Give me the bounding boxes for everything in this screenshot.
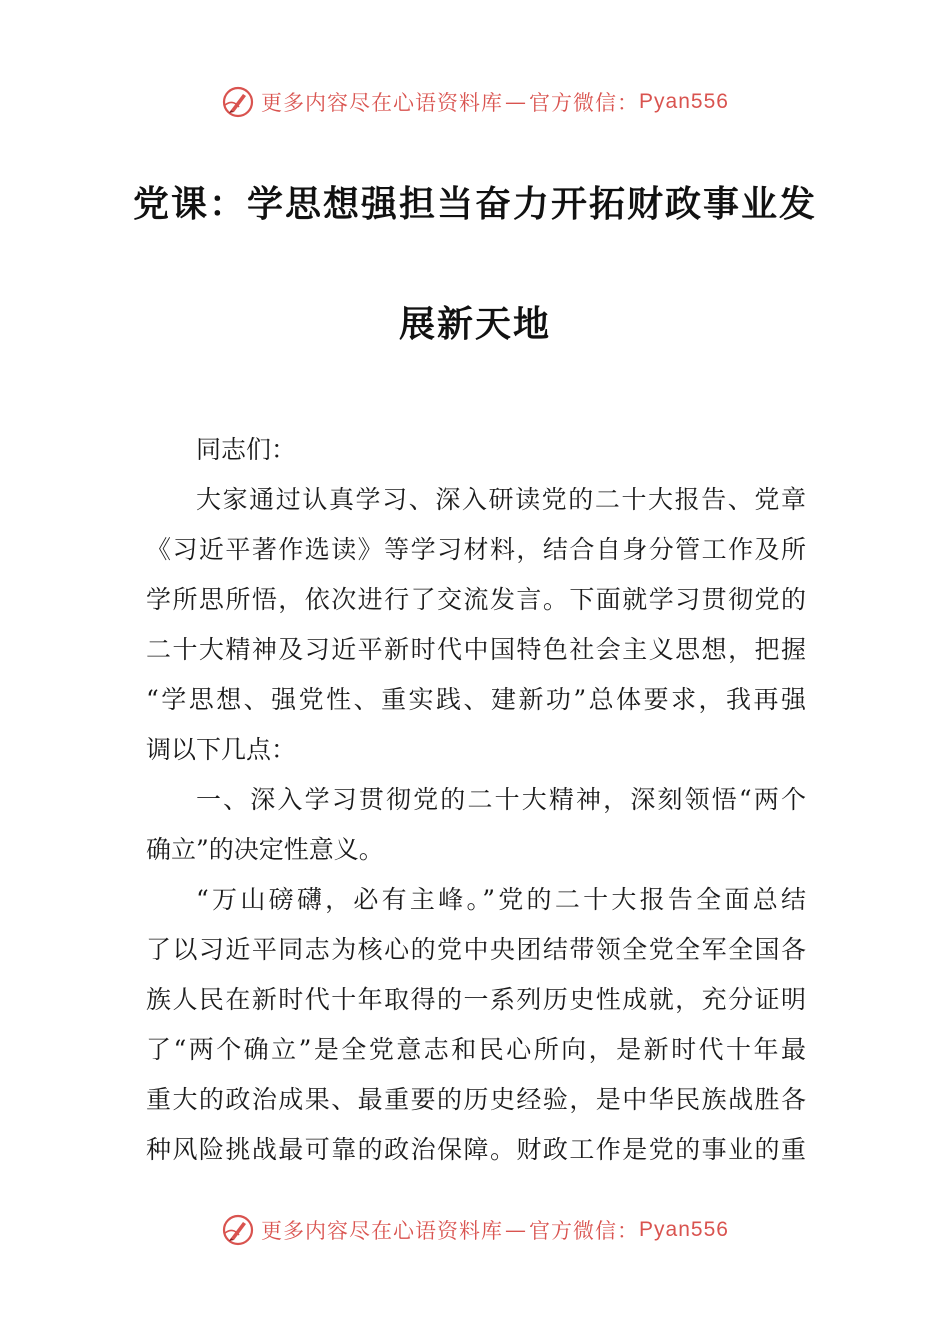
section-heading-line: 确立”的决定性意义。: [146, 835, 384, 864]
paragraph-2-line: 了“两个确立”是全党意志和民心所向，是新时代十年最: [146, 1035, 806, 1064]
watermark-label: 官方微信：: [529, 91, 640, 115]
watermark-dash: —: [505, 90, 528, 114]
pen-logo-icon: [221, 1213, 255, 1247]
paragraph-2-line: 族人民在新时代十年取得的一系列历史性成就，充分证明: [146, 985, 806, 1014]
paragraph-2-line: 重大的政治成果、最重要的历史经验，是中华民族战胜各: [146, 1085, 806, 1114]
paragraph-1-line: 《习近平著作选读》等学习材料，结合自身分管工作及所: [146, 535, 806, 564]
greeting: 同志们：: [196, 435, 297, 464]
watermark-brand: 更多内容尽在心语资料库: [261, 1219, 504, 1243]
paragraph-1-line: “学思想、强党性、重实践、建新功”总体要求，我再强: [146, 685, 806, 714]
section-heading-line: 一、深入学习贯彻党的二十大精神，深刻领悟“两个: [196, 785, 806, 814]
paragraph-1-line: 二十大精神及习近平新时代中国特色社会主义思想，把握: [146, 635, 806, 664]
pen-logo-icon: [221, 85, 255, 119]
paragraph-1-line: 调以下几点：: [146, 735, 297, 764]
watermark-dash: —: [505, 1218, 528, 1242]
document-title-line-2: 展新天地: [398, 304, 551, 345]
document-body: [146, 425, 806, 1175]
paragraph-2-line: 种风险挑战最可靠的政治保障。财政工作是党的事业的重: [146, 1135, 806, 1164]
paragraph-1-line: 学所思所悟，依次进行了交流发言。下面就学习贯彻党的: [146, 585, 806, 614]
header-watermark: [0, 82, 950, 122]
footer-watermark: [0, 1210, 950, 1250]
watermark-wechat-id: Pyan556: [639, 90, 729, 113]
document-title-line-1: 党课：学思想强担当奋力开拓财政事业发: [132, 184, 817, 225]
paragraph-2-line: 了以习近平同志为核心的党中央团结带领全党全军全国各: [146, 935, 806, 964]
watermark-brand: 更多内容尽在心语资料库: [261, 91, 504, 115]
paragraph-1-line: 大家通过认真学习、深入研读党的二十大报告、党章: [196, 485, 806, 514]
paragraph-2-line: “万山磅礴，必有主峰。”党的二十大报告全面总结: [196, 885, 806, 914]
watermark-wechat-id: Pyan556: [639, 1218, 729, 1241]
watermark-label: 官方微信：: [529, 1219, 640, 1243]
